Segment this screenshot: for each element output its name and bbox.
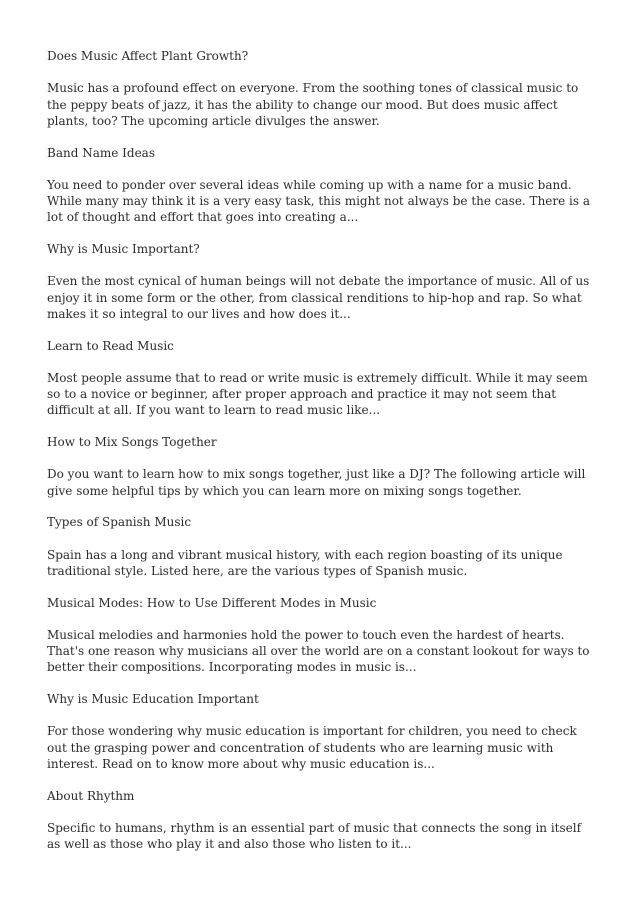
article-block <box>47 434 597 499</box>
article-summary: Music has a profound effect on everyone. From the soothing tones of classical music to the peppy beats of jazz, it has the ability to change our mood. But does music affect plants, too? The upcoming article divulges the answer. <box>47 81 579 128</box>
article-block <box>47 514 597 579</box>
article-summary: Do you want to learn how to mix songs together, just like a DJ? The following article will give some helpful tips by which you can learn more on mixing songs together. <box>47 467 586 498</box>
article-title: Musical Modes: How to Use Different Modes in Music <box>47 595 377 610</box>
article-summary: Most people assume that to read or write music is extremely difficult. While it may seem so to a novice or beginner, after proper approach and practice it may not seem that difficult at all. If you want to learn to read music like... <box>47 370 588 418</box>
article-title: Does Music Affect Plant Growth? <box>47 49 249 63</box>
article-block <box>47 691 597 772</box>
article-title: Learn to Read Music <box>47 338 174 353</box>
article-title: How to Mix Songs Together <box>47 435 217 449</box>
article-block <box>47 48 597 129</box>
article-summary: Spain has a long and vibrant musical history, with each region boasting of its unique traditional style. Listed here, are the various types of Spanish music. <box>47 547 563 578</box>
article-summary: Even the most cynical of human beings will not debate the importance of music. All of us enjoy it in some form or the other, from classical renditions to hip-hop and rap. So what makes it so integral to our lives and how does it... <box>47 274 590 321</box>
article-title: Why is Music Education Important <box>47 692 259 707</box>
article-block <box>47 145 597 226</box>
article-block <box>47 338 597 419</box>
article-title: About Rhythm <box>47 788 135 803</box>
article-block <box>47 788 597 853</box>
article-title: Band Name Ideas <box>47 145 155 160</box>
article-title: Types of Spanish Music <box>47 515 192 530</box>
article-block <box>47 241 597 322</box>
article-summary: You need to ponder over several ideas while coming up with a name for a music band. While many may think it is a very easy task, this might not always be the case. There is a lot of thought and effort that goes into creating a... <box>47 177 591 225</box>
article-summary: For those wondering why music education is important for children, you need to check out the grasping power and concentration of students who are learning music with interest. Read on to know more about why music education is... <box>47 724 577 771</box>
article-title: Why is Music Important? <box>47 242 200 256</box>
article-block <box>47 595 597 676</box>
article-summary: Musical melodies and harmonies hold the power to touch even the hardest of hearts. That's one reason why musicians all over the world are on a constant lookout for ways to better their compositions. Incorporating modes in music is... <box>47 627 590 675</box>
document-page <box>47 48 597 868</box>
article-summary: Specific to humans, rhythm is an essential part of music that connects the song in itself as well as those who play it and also those who listen to it... <box>47 820 582 852</box>
